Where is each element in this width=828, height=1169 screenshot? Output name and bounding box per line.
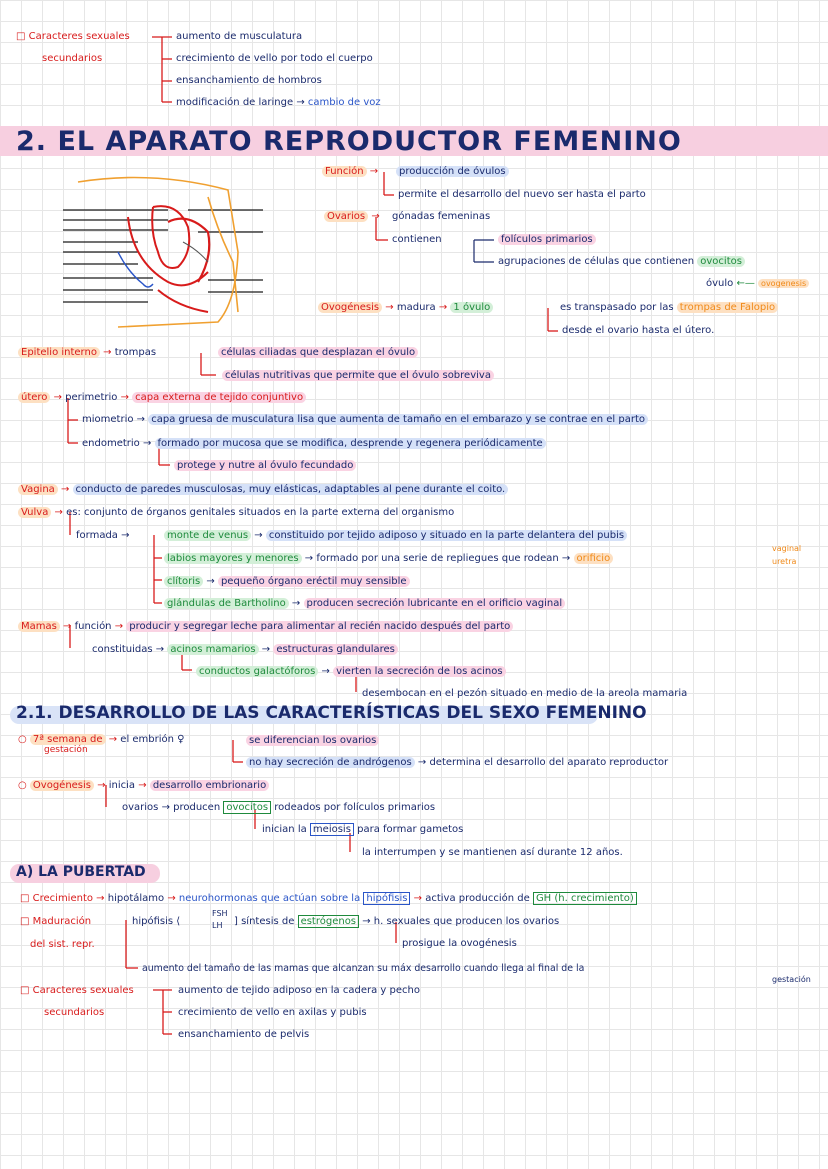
- epitelio-label: Epitelio interno → trompas: [18, 346, 156, 359]
- ovarios-producen: ovarios → producen ovocitos rodeados por folículos primarios: [122, 802, 436, 813]
- conductos-text: conductos galactóforos → vierten la secreción de los acinos: [196, 665, 506, 678]
- car2-item-1: aumento de tejido adiposo en la cadera y pecho: [178, 985, 420, 996]
- gestacion-text: gestación: [772, 975, 811, 984]
- ovogenesis-label: Ovogénesis → madura → 1 óvulo: [318, 301, 493, 314]
- ovog2-label: ○ Ovogénesis → inicia → desarrollo embrionario: [18, 779, 269, 792]
- orificio-vaginal: vaginal: [772, 544, 802, 553]
- ovarios-item-1: gónadas femeninas: [392, 211, 491, 222]
- top-secundarios-label: secundarios: [42, 53, 103, 64]
- gestacion-label: gestación: [44, 745, 88, 755]
- endometrio-text-2: protege y nutre al óvulo fecundado: [174, 459, 356, 472]
- semana-label: ○ 7ª semana de → el embrión ♀: [18, 734, 185, 745]
- ovarios-item-2: contienen: [392, 234, 442, 245]
- vagina-label: Vagina → conducto de paredes musculosas, muy elásticas, adaptables al pene durante el coito.: [18, 483, 508, 496]
- vulva-label: Vulva → es: conjunto de órganos genitales situados en la parte externa del organismo: [18, 506, 454, 519]
- diferencian-text: se diferencian los ovarios: [246, 734, 379, 747]
- desembocan-text: desembocan en el pezón situado en medio de la areola mamaria: [362, 688, 688, 699]
- car2-item-3: ensanchamiento de pelvis: [178, 1029, 310, 1040]
- crecimiento-label: □ Crecimiento → hipotálamo → neurohormonas que actúan sobre la hipófisis → activa producción de GH (h. crecimiento): [20, 892, 637, 905]
- contienen-item-2: agrupaciones de células que contienen ovocitos: [498, 255, 745, 268]
- contienen-item-1: folículos primarios: [498, 233, 596, 246]
- monte-text: monte de venus → constituido por tejido adiposo y situado en la parte delantera del pubis: [164, 529, 627, 542]
- funcion-item-1: producción de óvulos: [396, 165, 509, 178]
- epitelio-item-2: células nutritivas que permite que el óvulo sobreviva: [222, 369, 494, 382]
- top-caracteres-label: □ Caracteres sexuales: [16, 31, 130, 42]
- glandulas-text: glándulas de Bartholino → producen secreción lubricante en el orificio vaginal: [164, 597, 565, 610]
- section2-title: 2.1. DESARROLLO DE LAS CARACTERÍSTICAS DEL SEXO FEMENINO: [16, 703, 647, 723]
- miometrio-text: miometrio → capa gruesa de musculatura lisa que aumenta de tamaño en el embarazo y se contrae en el parto: [82, 413, 648, 426]
- orificio-uretra: uretra: [772, 557, 797, 566]
- sintesis-text: ] síntesis de estrógenos → h. sexuales que producen los ovarios: [234, 916, 560, 927]
- ovulo-word: óvulo ←— ovogenesis: [706, 277, 809, 290]
- car2-item-2: crecimiento de vello en axilas y pubis: [178, 1007, 367, 1018]
- constituidas-text: constituidas → acinos mamarios → estructuras glandulares: [92, 643, 398, 656]
- section3-title: A) LA PUBERTAD: [16, 864, 146, 880]
- sist-repr-label: del sist. repr.: [30, 939, 95, 950]
- caracteres2-label: □ Caracteres sexuales: [20, 985, 134, 996]
- utero-label: útero → perimetrio → capa externa de tejido conjuntivo: [18, 391, 306, 404]
- ovarios-label: Ovarios →: [324, 210, 380, 223]
- secundarios2-label: secundarios: [44, 1007, 105, 1018]
- top-item-3: ensanchamiento de hombros: [176, 75, 322, 86]
- fsh-label: FSH: [212, 909, 228, 918]
- inician-text: inician la meiosis para formar gametos: [262, 824, 464, 835]
- top-item-4: modificación de laringe → cambio de voz: [176, 97, 381, 108]
- endometrio-text: endometrio → formado por mucosa que se modifica, desprende y regenera periódicamente: [82, 437, 546, 450]
- funcion-item-2: permite el desarrollo del nuevo ser hasta el parto: [398, 189, 646, 200]
- top-item-2: crecimiento de vello por todo el cuerpo: [176, 53, 373, 64]
- hipofisis-text: hipófisis ⟨: [132, 916, 181, 927]
- maduracion-label: □ Maduración: [20, 916, 92, 927]
- labios-text: labios mayores y menores → formado por una serie de repliegues que rodean → orificio: [164, 552, 613, 565]
- section1-title: 2. EL APARATO REPRODUCTOR FEMENINO: [16, 126, 682, 157]
- mamas-label: Mamas → función → producir y segregar leche para alimentar al recién nacido después del parto: [18, 620, 513, 633]
- prosigue-text: prosigue la ovogénesis: [402, 938, 517, 949]
- desde-text: desde el ovario hasta el útero.: [562, 325, 715, 336]
- lh-label: LH: [212, 921, 223, 930]
- no-hay-text: no hay secreción de andrógenos → determina el desarrollo del aparato reproductor: [246, 756, 668, 769]
- formada-label: formada →: [76, 530, 130, 541]
- epitelio-item-1: células ciliadas que desplazan el óvulo: [218, 346, 418, 359]
- top-item-1: aumento de musculatura: [176, 31, 303, 42]
- funcion-label: Función →: [322, 165, 378, 178]
- transpasado-text: es transpasado por las trompas de Falopio: [560, 301, 778, 314]
- reproductive-diagram: [58, 172, 268, 337]
- aumento-mamas-text: aumento del tamaño de las mamas que alcanzan su máx desarrollo cuando llega al final de la: [142, 963, 585, 974]
- interrumpen-text: la interrumpen y se mantienen así durante 12 años.: [362, 847, 623, 858]
- clitoris-text: clítoris → pequeño órgano eréctil muy sensible: [164, 575, 410, 588]
